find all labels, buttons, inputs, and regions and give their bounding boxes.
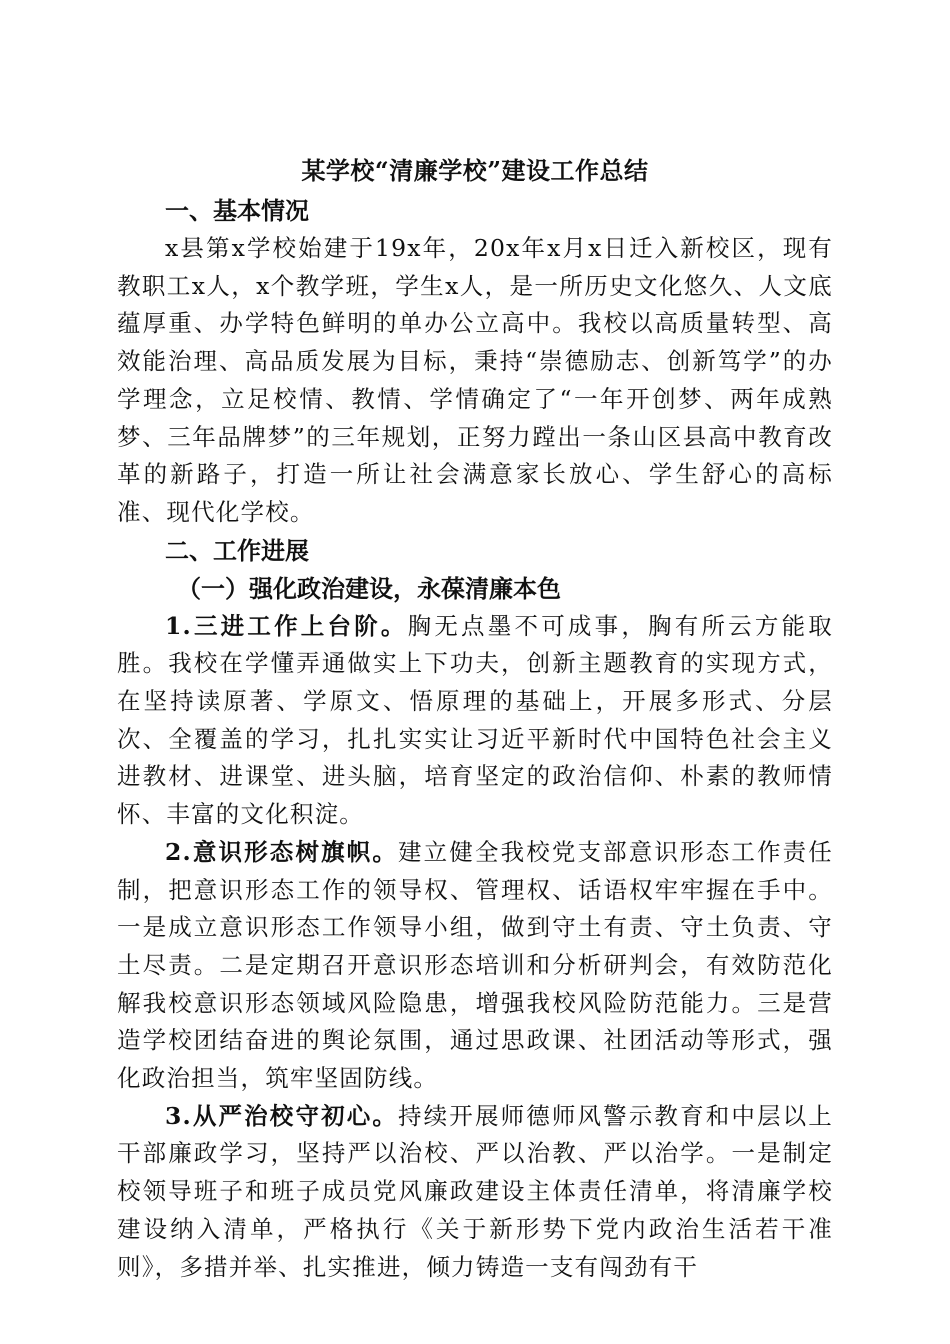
item-text-1: 胸无点墨不可成事，胸有所云方能取胜。我校在学懂弄通做实上下功夫，创新主题教育的实现方式，在坚持读原著、学原文、悟原理的基础上，开展多形式、分层次、全覆盖的学习，扎扎实实让习近平新时代中国特色社会主义进教材、进课堂、进头脑，培育坚定的政治信仰、朴素的教师情怀、丰富的文化积淀。: [117, 611, 833, 829]
item-paragraph-1: [117, 608, 833, 834]
section-heading-work-progress: 二、工作进展: [165, 535, 309, 565]
item-lead-2: 2.意识形态树旗帜。: [165, 837, 399, 866]
item-text-2: 建立健全我校党支部意识形态工作责任制，把意识形态工作的领导权、管理权、话语权牢牢握在手中。一是成立意识形态工作领导小组，做到守土有责、守土负责、守土尽责。二是定期召开意识形态培训和分析研判会，有效防范化解我校意识形态领域风险隐患，增强我校风险防范能力。三是营造学校团结奋进的舆论氛围，通过思政课、社团活动等形式，强化政治担当，筑牢坚固防线。: [117, 837, 833, 1093]
basic-info-paragraph: x县第x学校始建于19x年，20x年x月x日迁入新校区，现有教职工x人，x个教学班，学生x人，是一所历史文化悠久、人文底蕴厚重、办学特色鲜明的单办公立高中。我校以高质量转型、高效能治理、高品质发展为目标，秉持“崇德励志、创新笃学”的办学理念，立足校情、教情、学情确定了“一年开创梦、两年成熟梦、三年品牌梦”的三年规划，正努力蹚出一条山区县高中教育改革的新路子，打造一所让社会满意家长放心、学生舒心的高标准、现代化学校。: [117, 234, 833, 526]
item-paragraph-2: [117, 834, 833, 1098]
item-lead-3: 3.从严治校守初心。: [165, 1101, 399, 1130]
item-text-3: 持续开展师德师风警示教育和中层以上干部廉政学习，坚持严以治校、严以治教、严以治学。一是制定校领导班子和班子成员党风廉政建设主体责任清单，将清廉学校建设纳入清单，严格执行《关于新形势下党内政治生活若干准则》，多措并举、扎实推进，倾力铸造一支有闯劲有干: [117, 1101, 833, 1281]
document-body: [117, 150, 833, 1286]
document-title: 某学校“清廉学校”建设工作总结: [301, 156, 649, 185]
section-heading-basic-info: 一、基本情况: [165, 196, 309, 225]
subsection-heading-political-building: （一）强化政治建设，永葆清廉本色: [177, 573, 561, 603]
item-paragraph-3: [117, 1098, 833, 1287]
item-lead-1: 1.三进工作上台阶。: [165, 611, 408, 640]
